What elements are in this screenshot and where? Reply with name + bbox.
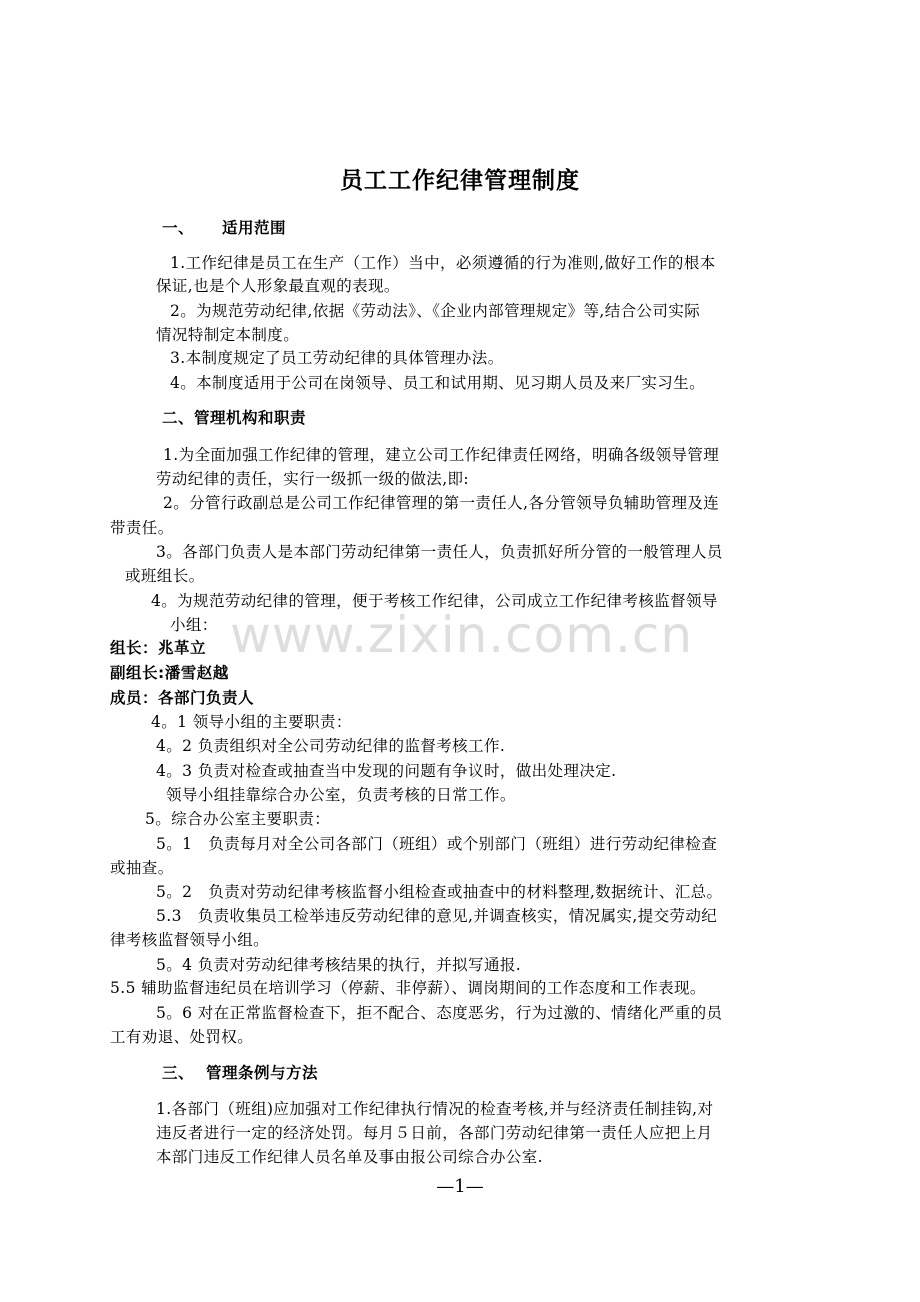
paragraph-line: 保证,也是个人形象最直观的表现。 bbox=[156, 277, 400, 295]
paragraph-line: 律考核监督领导小组。 bbox=[110, 931, 270, 949]
paragraph-line: 劳动纪律的责任，实行一级抓一级的做法,即: bbox=[156, 470, 470, 488]
paragraph-line: 5。综合办公室主要职责： bbox=[145, 810, 331, 828]
paragraph-line: 5。4 负责对劳动纪律考核结果的执行，并拟写通报. bbox=[156, 956, 522, 974]
paragraph-line: 或班组长。 bbox=[125, 567, 205, 585]
paragraph-line: 4。3 负责对检查或抽查当中发现的问题有争议时，做出处理决定. bbox=[156, 762, 617, 780]
paragraph-line: 3.本制度规定了员工劳动纪律的具体管理办法。 bbox=[170, 349, 504, 367]
role-members: 成员：各部门负责人 bbox=[110, 689, 255, 707]
paragraph-line: 4。为规范劳动纪律的管理，便于考核工作纪律，公司成立工作纪律考核监督领导 bbox=[151, 592, 718, 610]
paragraph-line: 1.各部门（班组)应加强对工作纪律执行情况的检查考核,并与经济责任制挂钩,对 bbox=[156, 1100, 714, 1118]
paragraph-line: 5。6 对在正常监督检查下，拒不配合、态度恶劣，行为过激的、情绪化严重的员 bbox=[156, 1004, 723, 1022]
paragraph-line: 1.工作纪律是员工在生产（工作）当中，必须遵循的行为准则,做好工作的根本 bbox=[170, 254, 716, 272]
paragraph-line: 工有劝退、处罚权。 bbox=[110, 1028, 254, 1046]
paragraph-line: 违反者进行一定的经济处罚。每月５日前，各部门劳动纪律第一责任人应把上月 bbox=[156, 1124, 713, 1142]
paragraph-line: 或抽查。 bbox=[110, 859, 174, 877]
paragraph-line: 5。2 负责对劳动纪律考核监督小组检查或抽查中的材料整理,数据统计、汇总。 bbox=[156, 883, 723, 901]
paragraph-line: 4。2 负责组织对全公司劳动纪律的监督考核工作. bbox=[156, 737, 506, 755]
role-leader: 组长：兆革立 bbox=[110, 639, 207, 657]
section-1-title: 适用范围 bbox=[222, 219, 287, 237]
paragraph-line: 5.5 辅助监督违纪员在培训学习（停薪、非停薪）、调岗期间的工作态度和工作表现。 bbox=[110, 979, 706, 997]
document-title: 员工工作纪律管理制度 bbox=[340, 168, 580, 194]
section-1-heading bbox=[162, 217, 286, 239]
role-deputy-leader: 副组长:潘雪赵越 bbox=[110, 664, 229, 682]
section-3-title: 管理条例与方法 bbox=[206, 1064, 319, 1082]
paragraph-line: 小组： bbox=[170, 616, 218, 634]
paragraph-line: 情况特制定本制度。 bbox=[156, 326, 300, 344]
paragraph-line: 3。各部门负责人是本部门劳动纪律第一责任人，负责抓好所分管的一般管理人员 bbox=[156, 543, 723, 561]
section-3-number: 三、 bbox=[162, 1064, 195, 1082]
paragraph-line: 1.为全面加强工作纪律的管理，建立公司工作纪律责任网络，明确各级领导管理 bbox=[163, 446, 720, 464]
section-2-heading: 二、管理机构和职责 bbox=[162, 409, 307, 427]
paragraph-line: 2。分管行政副总是公司工作纪律管理的第一责任人,各分管领导负辅助管理及连 bbox=[163, 494, 720, 512]
paragraph-line: 4。本制度适用于公司在岗领导、员工和试用期、见习期人员及来厂实习生。 bbox=[170, 374, 705, 392]
paragraph-line: 本部门违反工作纪律人员名单及事由报公司综合办公室. bbox=[156, 1148, 543, 1166]
paragraph-line: 领导小组挂靠综合办公室，负责考核的日常工作。 bbox=[166, 786, 516, 804]
paragraph-line: 4。1 领导小组的主要职责： bbox=[151, 713, 352, 731]
paragraph-line: 5。1 负责每月对全公司各部门（班组）或个别部门（班组）进行劳动纪律检查 bbox=[156, 835, 718, 853]
paragraph-line: 5.3 负责收集员工检举违反劳动纪律的意见,并调查核实，情况属实,提交劳动纪 bbox=[156, 907, 718, 925]
section-1-number: 一、 bbox=[162, 219, 195, 237]
paragraph-line: 带责任。 bbox=[110, 519, 174, 537]
section-3-heading bbox=[162, 1062, 318, 1084]
watermark: www.zixin.com.cn bbox=[230, 606, 694, 664]
page-number: —1— bbox=[436, 1176, 484, 1197]
paragraph-line: 2。为规范劳动纪律,依据《劳动法》、《企业内部管理规定》等,结合公司实际 bbox=[170, 302, 701, 320]
